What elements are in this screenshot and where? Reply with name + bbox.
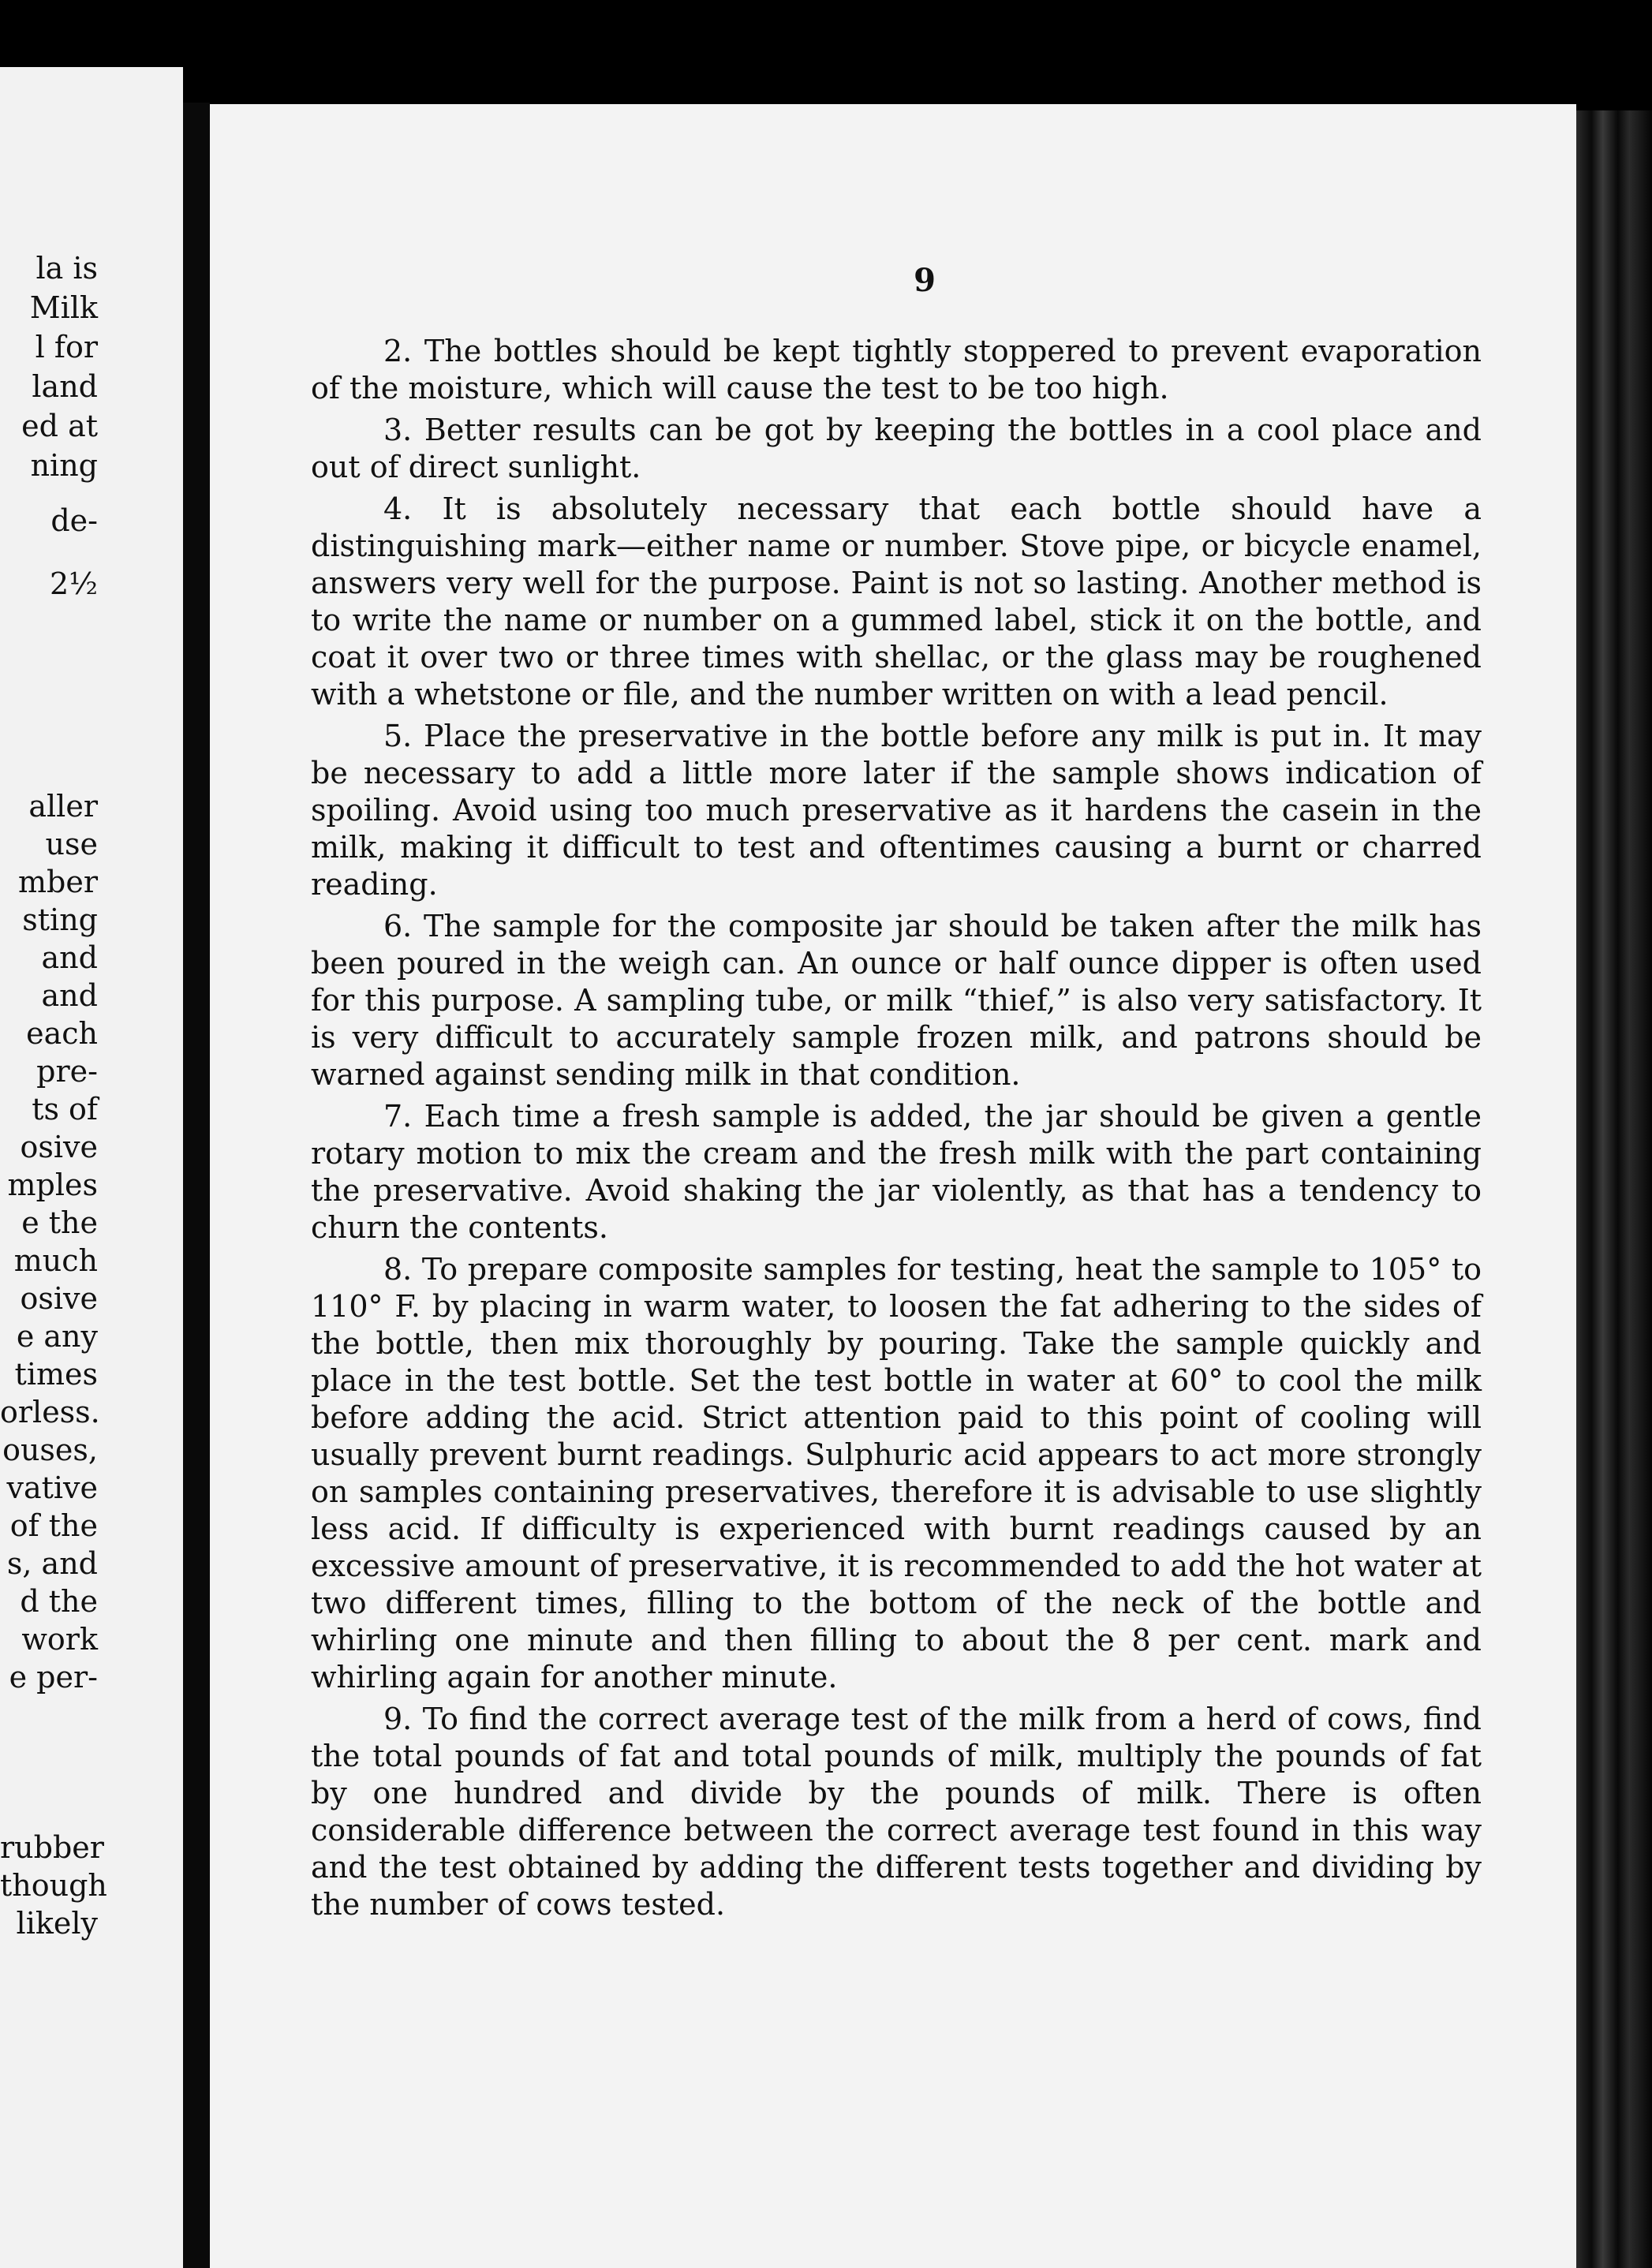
left-page-fragment: mber (17, 865, 98, 899)
left-page-fragment: pre- (36, 1054, 98, 1089)
left-page-fragment: orless. (0, 1395, 100, 1429)
left-page-fragment: s, and (6, 1546, 98, 1581)
left-page-fragment: Milk (29, 290, 98, 325)
left-page-fragment: much (13, 1243, 98, 1278)
page-number: 9 (914, 262, 936, 299)
left-page-fragment: 2½ (49, 566, 98, 601)
paragraph-9: 9. To find the correct average test of the milk from a herd of cows, find the total pounds of fat and total pounds of milk, multiply the pounds of fat by one hundred and divide by the pounds of milk. There is often considerable difference between the correct average test found in this way and the test obtained by adding the different tests together and dividing by the number of cows tested. (311, 1702, 1482, 1922)
book-gutter (183, 103, 210, 2268)
left-page-fragment: each (26, 1016, 98, 1051)
body-text (311, 333, 1482, 1928)
paragraph-5: 5. Place the preservative in the bottle before any milk is put in. It may be necessary to add a little more later if the sample shows indication of spoiling. Avoid using too much preservative as it hardens the casein in the milk, making it difficult to test and oftentimes causing a burnt or charred reading. (311, 719, 1482, 902)
left-page (0, 67, 183, 2268)
left-page-fragment: vative (6, 1470, 98, 1505)
left-page-fragment: e per- (9, 1660, 98, 1694)
left-page-fragment: d the (20, 1584, 98, 1619)
left-page-fragment: times (14, 1357, 98, 1392)
left-page-fragment: land (32, 369, 98, 404)
left-page-fragment: and (41, 978, 98, 1013)
paragraph-3: 3. Better results can be got by keeping the bottles in a cool place and out of direct sunlight. (311, 413, 1482, 484)
paragraph-7: 7. Each time a fresh sample is added, the jar should be given a gentle rotary motion to mix the cream and the fresh milk with the part containing the preservative. Avoid shaking the jar violently, as that has a tendency to churn the contents. (311, 1099, 1482, 1245)
left-page-fragment: work (21, 1622, 98, 1657)
left-page-fragment: and (41, 940, 98, 975)
left-page-fragment: la is (36, 251, 98, 286)
left-page-fragment: though (0, 1868, 107, 1903)
paragraph-4: 4. It is absolutely necessary that each bottle should have a distinguishing mark—either name or number. Stove pipe, or bicycle enamel, answers very well for the purpose. Paint is not so lasting. Another method is to write the name or number on a gummed label, stick it on the bottle, and coat it over two or three times with shellac, or the glass may be roughened with a whetstone or file, and the number written on with a lead pencil. (311, 491, 1482, 712)
left-page-fragment: de- (50, 503, 98, 538)
left-page-fragment: ouses, (2, 1433, 98, 1467)
left-page-fragment: of the (9, 1508, 98, 1543)
left-page-fragment: ed at (21, 409, 98, 443)
paragraph-2: 2. The bottles should be kept tightly stoppered to prevent evaporation of the moisture, which will cause the test to be too high. (311, 334, 1482, 405)
left-page-fragment: mples (7, 1168, 98, 1202)
page-stack-edge (1576, 110, 1652, 2268)
left-page-fragment: likely (16, 1906, 98, 1941)
left-page-fragment: rubber (0, 1830, 104, 1865)
paragraph-8: 8. To prepare composite samples for testing, heat the sample to 105° to 110° F. by placing in warm water, to loosen the fat adhering to the sides of the bottle, then mix thoroughly by pouring. Take the sample quickly and place in the test bottle. Set the test bottle in water at 60° to cool the milk before adding the acid. Strict attention paid to this point of cooling will usually prevent burnt readings. Sulphuric acid appears to act more strongly on samples containing preservatives, therefore it is advisable to use slightly less acid. If difficulty is experienced with burnt readings caused by an excessive amount of preservative, it is recommended to add the hot water at two different times, filling to the bottom of the neck of the bottle and whirling one minute and then filling to about the 8 per cent. mark and whirling again for another minute. (311, 1252, 1482, 1694)
paragraph-6: 6. The sample for the composite jar should be taken after the milk has been poured in the weigh can. An ounce or half ounce dipper is often used for this purpose. A sampling tube, or milk “thief,” is also very satisfactory. It is very difficult to accurately sample frozen milk, and patrons should be warned against sending milk in that condition. (311, 909, 1482, 1092)
left-page-fragment: ts of (32, 1092, 98, 1127)
right-page (210, 104, 1576, 2268)
left-page-fragment: e the (21, 1205, 98, 1240)
left-page-fragment: use (45, 827, 98, 861)
left-page-fragment: aller (28, 789, 98, 824)
left-page-fragment: osive (20, 1130, 98, 1164)
left-page-fragment: osive (20, 1281, 98, 1316)
left-page-fragment: l for (35, 330, 98, 364)
left-page-fragment: sting (22, 902, 98, 937)
left-page-fragment: ning (30, 448, 98, 483)
left-page-fragment: e any (16, 1319, 98, 1354)
